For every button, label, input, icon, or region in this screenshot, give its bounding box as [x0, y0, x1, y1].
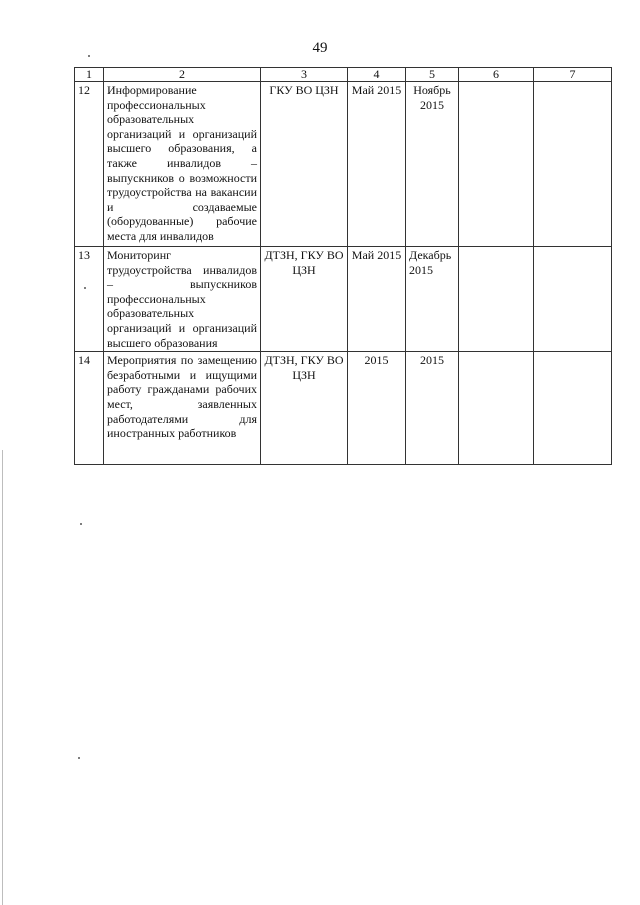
column-6-cell [459, 82, 534, 247]
scan-speck [78, 757, 80, 759]
executor-cell: ГКУ ВО ЦЗН [261, 82, 348, 247]
column-header: 3 [261, 68, 348, 82]
executor-cell: ДТЗН, ГКУ ВО ЦЗН [261, 352, 348, 465]
table-row [75, 82, 612, 247]
start-date-cell: Май 2015 [348, 247, 406, 352]
column-header: 5 [406, 68, 459, 82]
end-date-cell: Ноябрь 2015 [406, 82, 459, 247]
table-row [75, 247, 612, 352]
column-header: 4 [348, 68, 406, 82]
scan-speck [80, 523, 82, 525]
activities-table [74, 67, 612, 465]
scan-edge-line [2, 450, 3, 905]
column-6-cell [459, 352, 534, 465]
column-7-cell [534, 352, 612, 465]
activity-description: Информирование профессиональных образовательных организаций и организаций высшего образования, а также инвалидов – выпускников о возможности трудоустройства на вакансии и создаваемые (оборудованные) рабочие места для инвалидов [104, 82, 261, 247]
column-header: 2 [104, 68, 261, 82]
row-number: 12 [75, 82, 104, 247]
end-date-cell: Декабрь 2015 [406, 247, 459, 352]
table-row [75, 352, 612, 465]
activity-description: Мониторинг трудоустройства инвалидов – выпускников профессиональных образовательных организаций и организаций высшего образования [104, 247, 261, 352]
page-number: 49 [312, 40, 328, 56]
start-date-cell: 2015 [348, 352, 406, 465]
row-number: 14 [75, 352, 104, 465]
column-header: 6 [459, 68, 534, 82]
table-header-row [75, 68, 612, 82]
row-number: 13 [75, 247, 104, 352]
column-7-cell [534, 82, 612, 247]
column-header: 1 [75, 68, 104, 82]
executor-cell: ДТЗН, ГКУ ВО ЦЗН [261, 247, 348, 352]
activity-description: Мероприятия по замещению безработными и ищущими работу гражданами рабочих мест, заявленных работодателями для иностранных работников [104, 352, 261, 465]
start-date-cell: Май 2015 [348, 82, 406, 247]
column-6-cell [459, 247, 534, 352]
column-7-cell [534, 247, 612, 352]
scan-speck [88, 55, 90, 57]
end-date-cell: 2015 [406, 352, 459, 465]
column-header: 7 [534, 68, 612, 82]
